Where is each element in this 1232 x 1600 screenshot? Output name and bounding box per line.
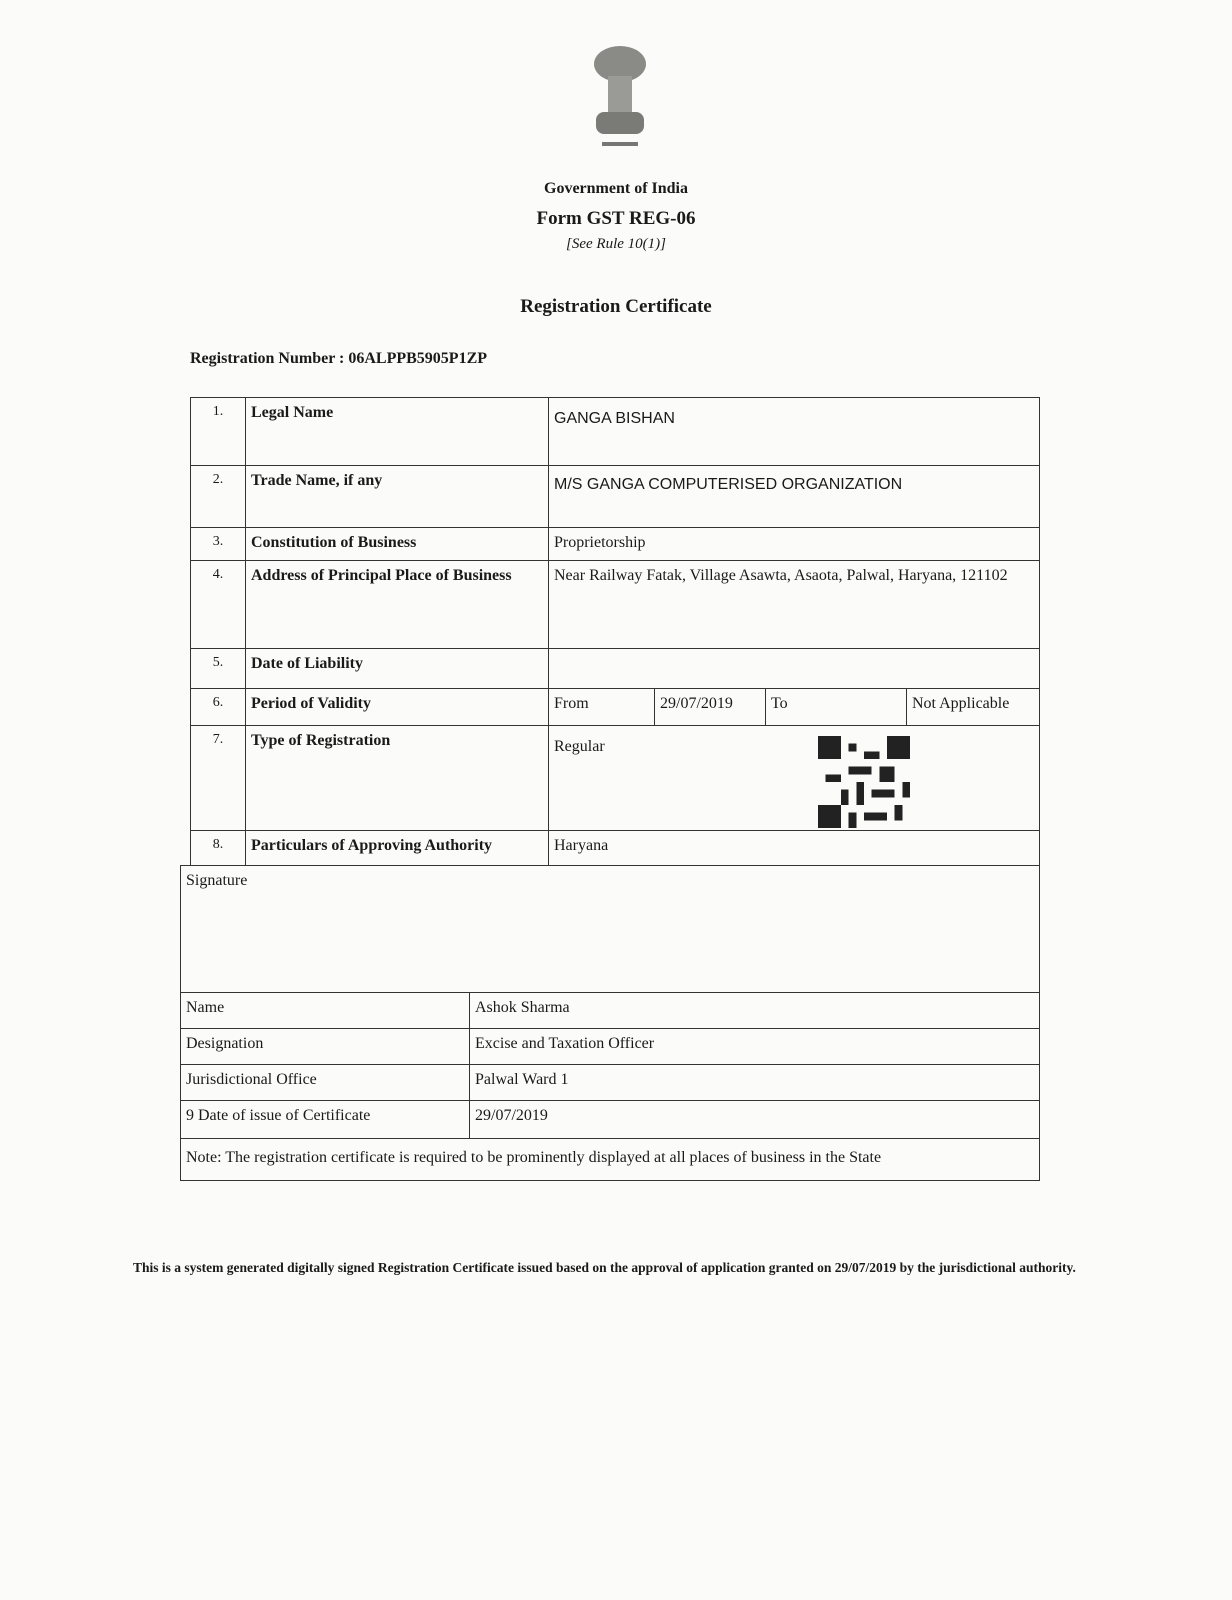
- qr-code: [818, 736, 910, 828]
- national-emblem-logo: [588, 42, 652, 152]
- row-value: Haryana: [549, 831, 1040, 866]
- designation-value: Excise and Taxation Officer: [470, 1029, 1040, 1065]
- row-value: [549, 649, 1040, 689]
- table-row: [191, 466, 1040, 528]
- name-label: Name: [181, 993, 470, 1029]
- table-row: [191, 649, 1040, 689]
- row-value: GANGA BISHAN: [549, 398, 1040, 466]
- table-row: [191, 398, 1040, 466]
- row-label: Constitution of Business: [246, 528, 549, 561]
- issue-date-value: 29/07/2019: [470, 1101, 1040, 1139]
- row-value: Near Railway Fatak, Village Asawta, Asaota, Palwal, Haryana, 121102: [549, 561, 1040, 649]
- designation-label: Designation: [181, 1029, 470, 1065]
- validity-to-label: To: [766, 689, 907, 726]
- row-label: Type of Registration: [246, 726, 549, 831]
- row-label: Address of Principal Place of Business: [246, 561, 549, 649]
- row-value: Proprietorship: [549, 528, 1040, 561]
- row-label: Particulars of Approving Authority: [246, 831, 549, 866]
- table-row: [191, 689, 1040, 726]
- table-row: [191, 561, 1040, 649]
- row-number: 5.: [191, 649, 246, 689]
- footer-statement: This is a system generated digitally signed Registration Certificate issued based on the approval of application granted on 29/07/2019 by the jurisdictional authority.: [133, 1260, 1076, 1275]
- validity-from-label: From: [549, 689, 655, 726]
- validity-to-value: Not Applicable: [907, 689, 1040, 726]
- table-row: [191, 726, 1040, 831]
- government-heading: Government of India: [544, 180, 688, 197]
- signature-label: Signature: [181, 866, 1040, 993]
- row-label: Trade Name, if any: [246, 466, 549, 528]
- details-table: [190, 397, 1040, 866]
- row-label: Legal Name: [246, 398, 549, 466]
- rule-reference: [See Rule 10(1)]: [566, 236, 666, 252]
- table-row: [191, 831, 1040, 866]
- form-heading: Form GST REG-06: [536, 208, 696, 229]
- row-value: Regular: [549, 726, 1040, 831]
- office-label: Jurisdictional Office: [181, 1065, 470, 1101]
- registration-value: 06ALPPB5905P1ZP: [348, 350, 488, 367]
- row-number: 3.: [191, 528, 246, 561]
- registration-label: Registration Number :: [190, 350, 345, 367]
- name-value: Ashok Sharma: [470, 993, 1040, 1029]
- validity-from-date: 29/07/2019: [655, 689, 766, 726]
- row-value: M/S GANGA COMPUTERISED ORGANIZATION: [549, 466, 1040, 528]
- row-label: Date of Liability: [246, 649, 549, 689]
- issue-date-label: 9 Date of issue of Certificate: [181, 1101, 470, 1139]
- row-label: Period of Validity: [246, 689, 549, 726]
- table-row: [191, 528, 1040, 561]
- row-number: 1.: [191, 398, 246, 466]
- row-number: 8.: [191, 831, 246, 866]
- row-number: 7.: [191, 726, 246, 831]
- row-number: 4.: [191, 561, 246, 649]
- signature-table: [180, 865, 1040, 1181]
- page-title: Registration Certificate: [520, 296, 712, 317]
- registration-number: [190, 350, 487, 368]
- row-number: 6.: [191, 689, 246, 726]
- display-note: Note: The registration certificate is required to be prominently displayed at all places of business in the State: [181, 1139, 1040, 1181]
- office-value: Palwal Ward 1: [470, 1065, 1040, 1101]
- row-number: 2.: [191, 466, 246, 528]
